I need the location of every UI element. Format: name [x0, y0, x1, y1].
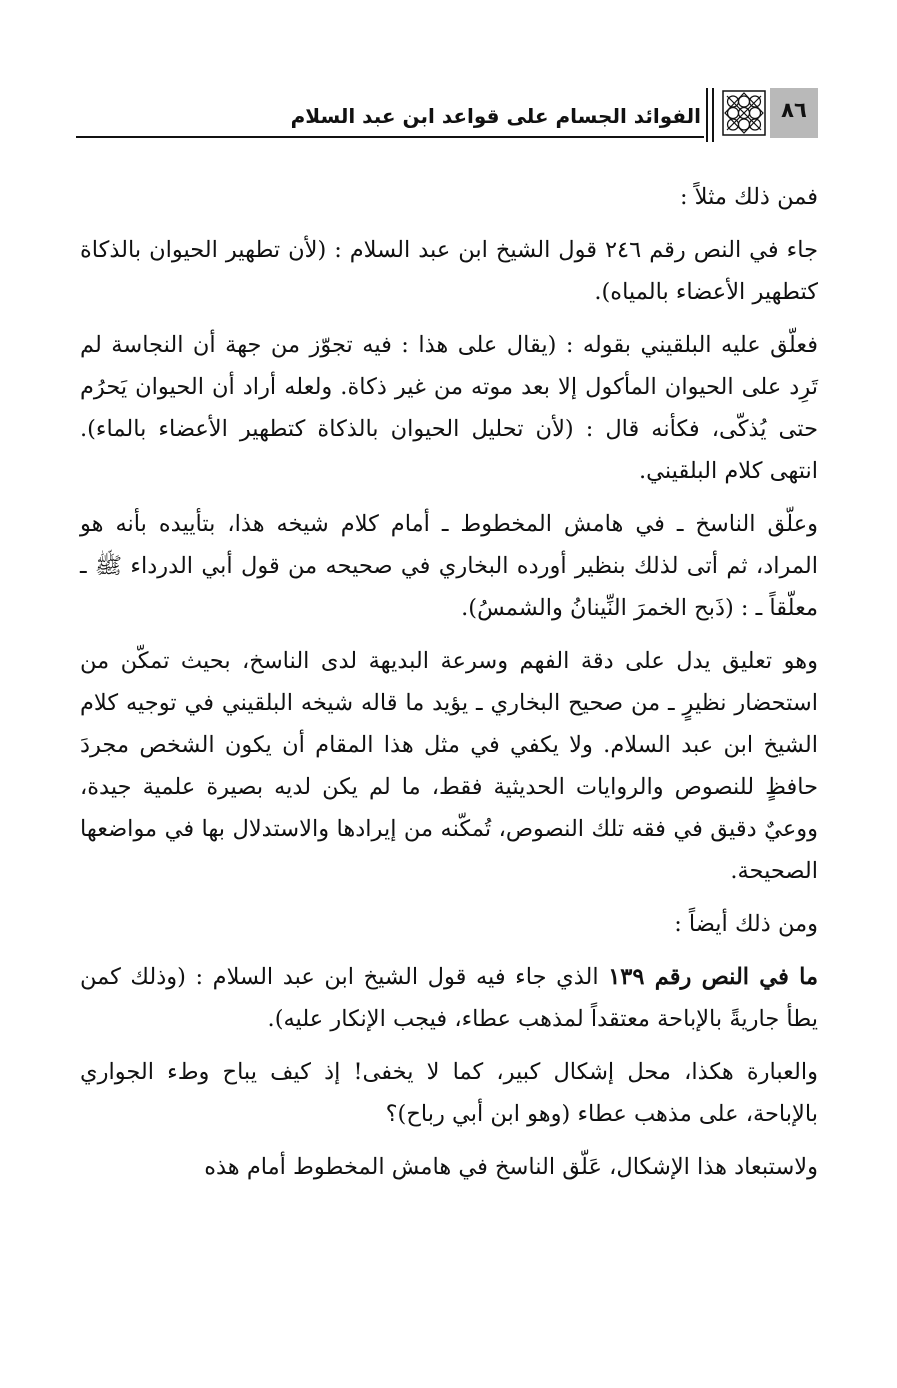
paragraph: فمن ذلك مثلاً :	[679, 184, 818, 210]
header-divider	[706, 88, 716, 142]
running-header	[76, 84, 818, 142]
paragraph: جاء في النص رقم ٢٤٦ قول الشيخ ابن عبد السلام : (لأن تطهير الحيوان بالذكاة كتطهير الأعضاء بالمياه).	[80, 237, 818, 305]
paragraph: وعلّق الناسخ ـ في هامش المخطوط ـ أمام كلام شيخه هذا، بتأييده بأنه هو المراد، ثم أتى لذلك بنظير أورده البخاري في صحيحه من قول أبي الدرداء ﷺ ـ معلّقاً ـ : (ذَبح الخمرَ النِّينانُ والشمسُ).	[80, 511, 818, 621]
paragraph: وهو تعليق يدل على دقة الفهم وسرعة البديهة لدى الناسخ، بحيث تمكّن من استحضار نظيرٍ ـ من صحيح البخاري ـ يؤيد ما قاله شيخه البلقيني في توجيه كلام الشيخ ابن عبد السلام. ولا يكفي في مثل هذا المقام أن يكون الشخص مجردَ حافظٍ للنصوص والروايات الحديثية فقط، ما لم يكن لديه بصيرة علمية جيدة، ووعيٌ دقيق في فقه تلك النصوص، تُمكّنه من إيرادها والاستدلال بها في مواضعها الصحيحة.	[80, 648, 818, 884]
paragraph-text: الذي جاء فيه قول الشيخ ابن عبد السلام : (وذلك كمن يطأ جاريةً بالإباحة معتقداً لمذهب عطاء، فيجب الإنكار عليه).	[80, 964, 818, 1032]
header-rule	[76, 136, 704, 138]
page-body	[80, 176, 818, 1188]
paragraph	[80, 956, 818, 1040]
paragraph: ومن ذلك أيضاً :	[674, 911, 818, 937]
page-number: ٨٦	[781, 98, 807, 122]
ornament-icon	[722, 90, 766, 136]
running-title: الفوائد الجسام على قواعد ابن عبد السلام	[290, 104, 701, 128]
paragraph: ولاستبعاد هذا الإشكال، عَلّق الناسخ في هامش المخطوط أمام هذه	[204, 1154, 818, 1180]
paragraph: فعلّق عليه البلقيني بقوله : (يقال على هذا : فيه تجوّز من جهة أن النجاسة لم تَرِد على الحيوان المأكول إلا بعد موته من غير ذكاة. ولعله أراد أن الحيوان يَحرُم حتى يُذكّى، فكأنه قال : (لأن تحليل الحيوان بالذكاة كتطهير الأعضاء بالماء). انتهى كلام البلقيني.	[80, 332, 818, 484]
page-number-box	[770, 88, 818, 138]
paragraph: والعبارة هكذا، محل إشكال كبير، كما لا يخفى! إذ كيف يباح وطء الجواري بالإباحة، على مذهب عطاء (وهو ابن أبي رباح)؟	[80, 1059, 818, 1127]
bold-lead-text: ما في النص رقم ١٣٩	[608, 964, 818, 990]
